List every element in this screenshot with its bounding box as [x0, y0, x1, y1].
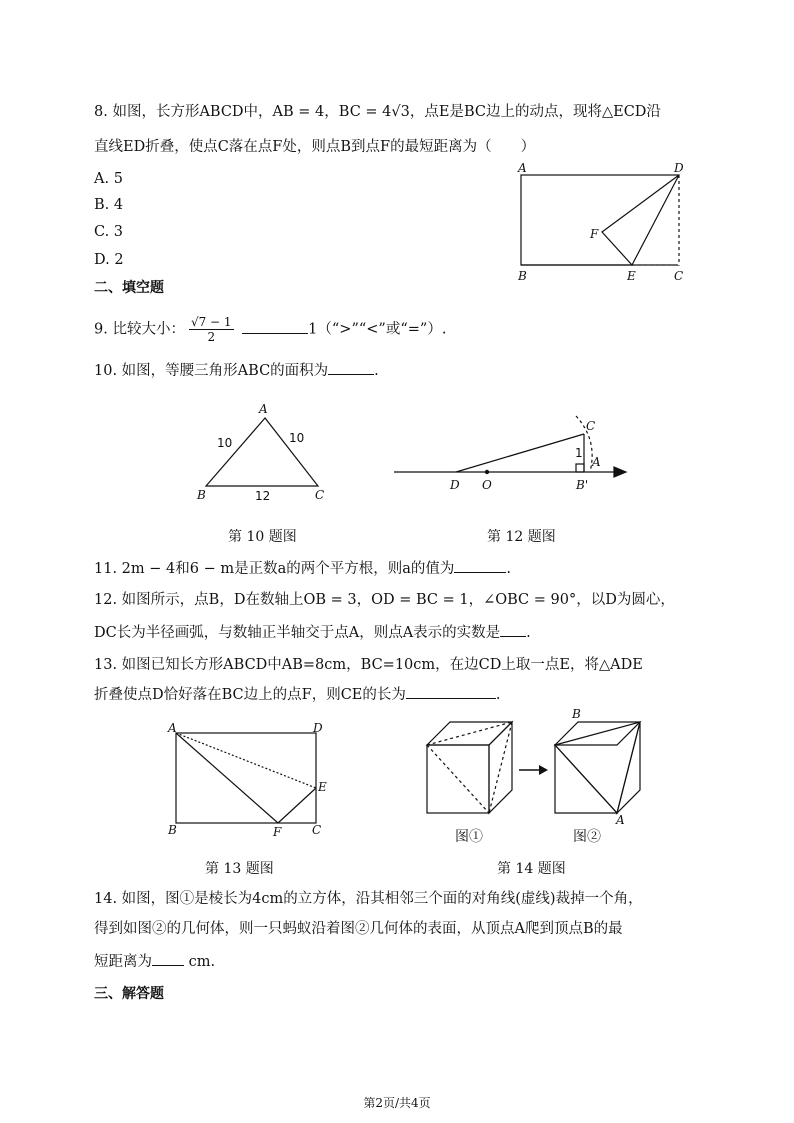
q14-line1: 14. 如图，图①是棱长为4cm的立方体，沿其相邻三个面的对角线(虚线)裁掉一个角，: [94, 891, 643, 907]
fig8-label-e: E: [627, 269, 636, 283]
fig12-point-o: [485, 470, 488, 473]
q11-text: 11. 2m − 4和6 − m是正数a的两个平方根，则a的值为: [94, 561, 455, 577]
section-fill-in-title: 二、填空题: [94, 280, 164, 296]
fig14-caption: 第 14 题图: [497, 861, 566, 877]
fig12-label-1: 1: [575, 446, 583, 460]
fig13-label-c: C: [312, 823, 322, 837]
fig8-folded-triangle: [602, 175, 679, 265]
fig14-sub2: 图②: [573, 829, 601, 845]
fig10-side-ab: 10: [217, 436, 233, 450]
fig12-label-o: O: [482, 478, 492, 492]
fig13-rectangle: [176, 733, 316, 823]
q14-text: 短距离为: [94, 954, 152, 970]
fig14-cube1-diag1: [427, 722, 512, 745]
q14-unit: cm.: [188, 954, 216, 970]
q9-suffix: 1（“>”“<”或“=”）.: [308, 321, 447, 338]
fig12-label-a: A: [592, 455, 601, 469]
q13-text: 折叠使点D恰好落在BC边上的点F，则CE的长为: [94, 687, 406, 703]
fig12-arrow-icon: [614, 467, 626, 477]
fig13-ae-dashed: [176, 733, 316, 788]
fig8-label-b: B: [518, 269, 527, 283]
q13-line1: 13. 如图已知长方形ABCD中AB=8cm，BC=10cm，在边CD上取一点E，将△ADE: [94, 657, 643, 673]
fig14-label-a: A: [616, 813, 625, 827]
q13-end: .: [495, 687, 501, 703]
fig8-label-d: D: [674, 161, 684, 175]
fig14-cube1-diag2: [427, 745, 489, 813]
q12-line1: 12. 如图所示，点B，D在数轴上OB = 3，OD = BC = 1，∠OBC = 90°，以D为圆心，: [94, 592, 675, 608]
q12-end: .: [526, 625, 531, 641]
fig14-label-b: B: [572, 707, 581, 721]
q8-option-a: A. 5: [94, 171, 123, 187]
fig10-triangle: [206, 418, 318, 486]
fig12-label-c: C: [586, 419, 596, 433]
fig13: [176, 733, 316, 823]
fig14-sub1: 图①: [455, 829, 483, 845]
fig14-arrow-icon: [539, 765, 548, 775]
q14-line3: [94, 951, 215, 972]
fig10-label-a: A: [259, 402, 268, 416]
fig13-label-a: A: [168, 721, 177, 735]
fig10-label-b: B: [197, 488, 206, 502]
q12-text: DC长为半径画弧，与数轴正半轴交于点A，则点A表示的实数是: [94, 625, 501, 641]
q11-end: .: [506, 561, 511, 577]
fig10-caption: 第 10 题图: [228, 529, 297, 545]
q12-line2: [94, 622, 531, 643]
fig13-label-f: F: [273, 825, 282, 839]
fig12-label-b-prime: B': [576, 478, 589, 492]
q14-line2: 得到如图②的几何体，则一只蚂蚁沿着图②几何体的表面，从顶点A爬到顶点B的最: [94, 921, 623, 937]
q13-answer-blank[interactable]: [406, 684, 496, 699]
fig8-label-c: C: [674, 269, 684, 283]
fig10-side-ac: 10: [289, 431, 305, 445]
section-answer-title: 三、解答题: [94, 986, 164, 1002]
q8-option-b: B. 4: [94, 197, 124, 213]
q13-line2: [94, 684, 501, 705]
q11-answer-blank[interactable]: [454, 558, 506, 573]
fig8-label-f: F: [590, 227, 599, 241]
fig13-label-e: E: [318, 780, 327, 794]
fig12-right-angle: [576, 464, 584, 472]
fig13-caption: 第 13 题图: [205, 861, 274, 877]
fig14-cube1-diag3: [489, 722, 512, 813]
fig12-caption: 第 12 题图: [487, 529, 556, 545]
fig14-cube2-cut-face: [555, 722, 640, 813]
fig13-af-line: [176, 733, 278, 823]
q12-answer-blank[interactable]: [500, 622, 526, 637]
q8-option-c: C. 3: [94, 224, 124, 240]
fig13-fe-line: [278, 788, 316, 823]
q14-answer-blank[interactable]: [152, 951, 184, 966]
fig8-label-a: A: [518, 161, 527, 175]
q9-fraction-num: √7 − 1: [190, 315, 232, 329]
fig13-label-d: D: [313, 721, 323, 735]
fig13-label-b: B: [168, 823, 177, 837]
q9-prefix: 9. 比较大小：: [94, 321, 185, 338]
q8-line1: 8. 如图，长方形ABCD中，AB = 4，BC = 4√3，点E是BC边上的动点，现将△ECD沿: [94, 104, 661, 120]
q11: [94, 558, 511, 579]
fig12-dc-line: [456, 434, 584, 472]
fig12-label-d: D: [450, 478, 460, 492]
fig14-cube2: [555, 722, 640, 813]
fig10-side-bc: 12: [255, 489, 271, 503]
q8-line2: 直线ED折叠，使点C落在点F处，则点B到点F的最短距离为（ ）: [94, 139, 536, 155]
fig8: [521, 175, 679, 265]
q10-end: .: [374, 363, 379, 379]
q8-option-d: D. 2: [94, 252, 124, 268]
q10-text: 10. 如图，等腰三角形ABC的面积为: [94, 363, 329, 379]
fig10-label-c: C: [315, 488, 325, 502]
q9-fraction-den: 2: [207, 330, 216, 344]
page-footer: 第2页/共4页: [363, 1096, 431, 1110]
fig14-cube1: [427, 722, 512, 813]
